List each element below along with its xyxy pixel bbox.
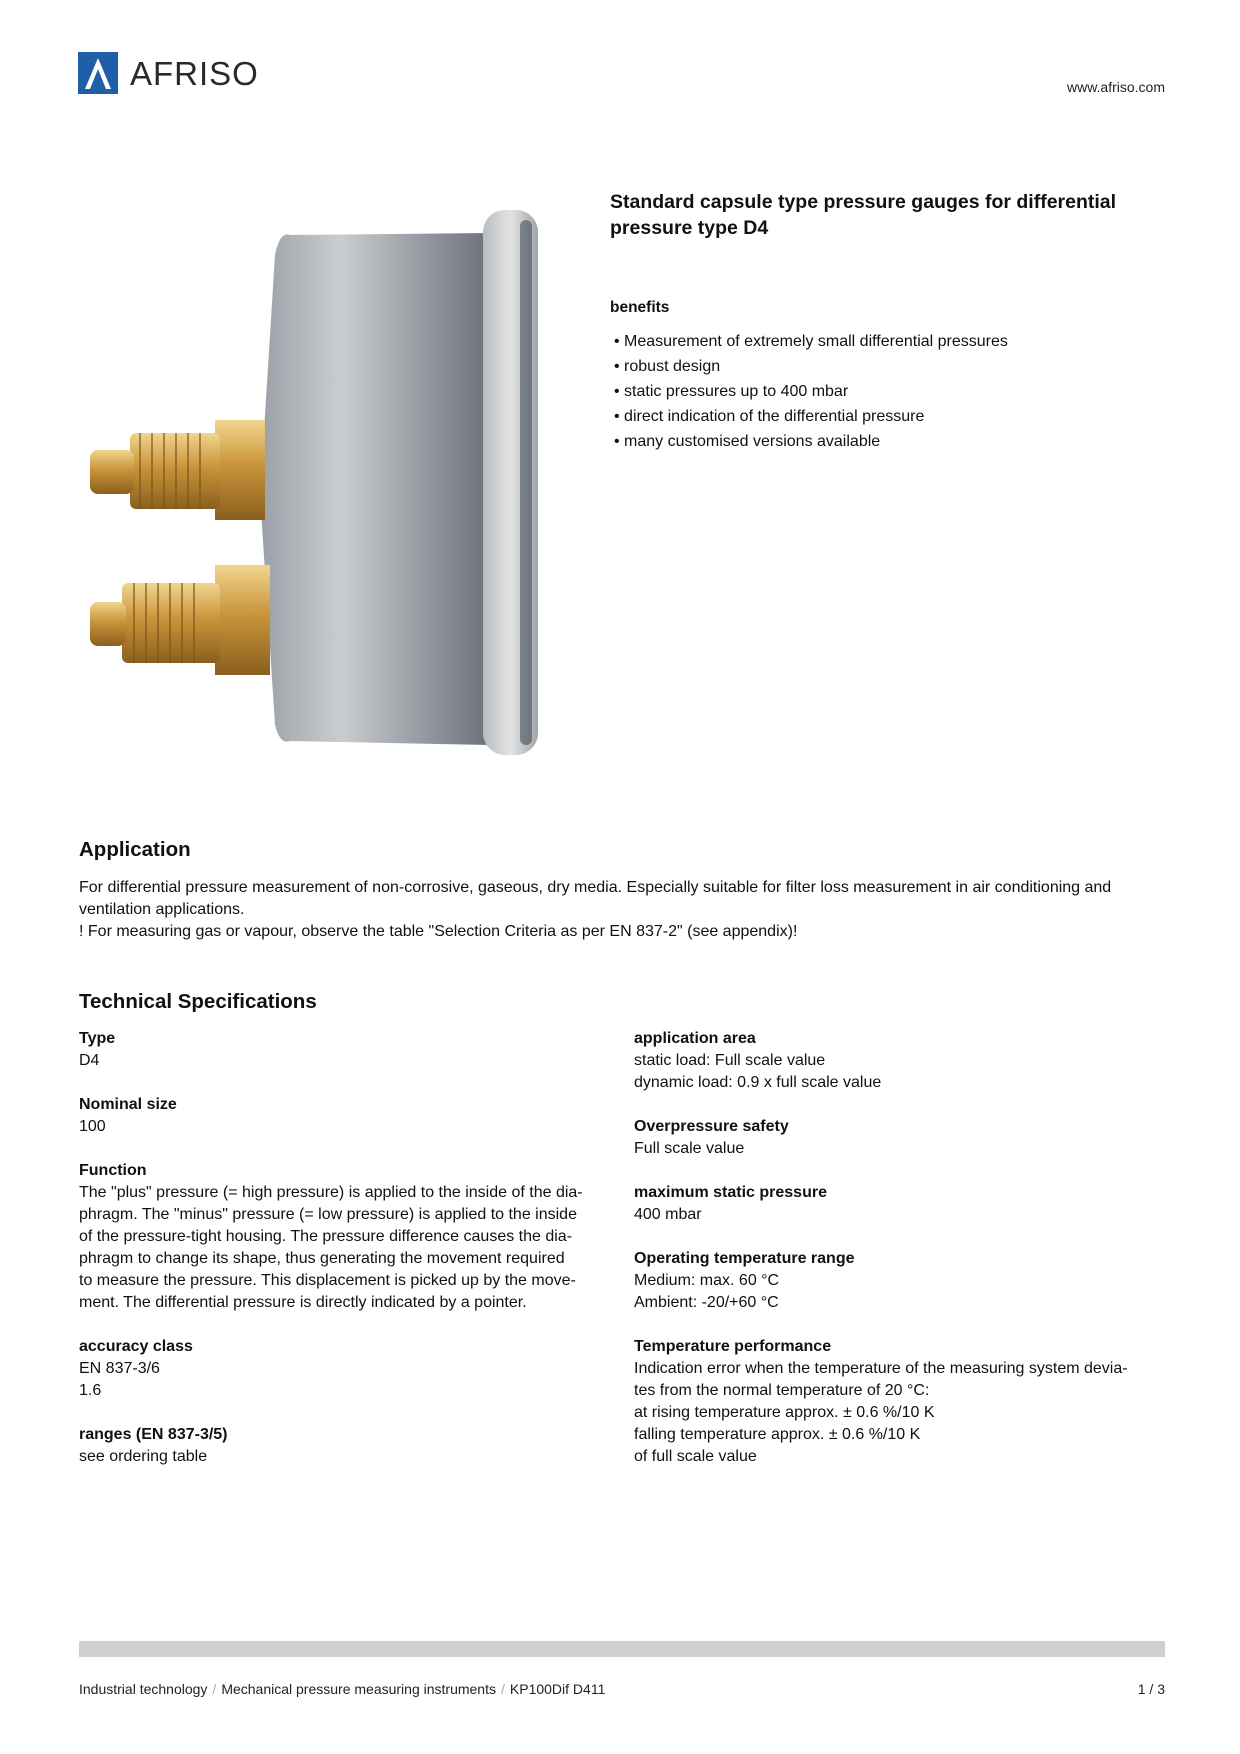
- brand-name: AFRISO: [130, 54, 259, 92]
- specs-left-column: [79, 1028, 609, 1490]
- spec-label: maximum static pressure: [634, 1184, 827, 1201]
- spec-temperature-performance: [634, 1336, 1164, 1468]
- breadcrumb-separator: /: [501, 1681, 505, 1697]
- spec-label: accuracy class: [79, 1338, 193, 1355]
- application-heading: Application: [79, 838, 191, 861]
- spec-value: of full scale value: [634, 1448, 757, 1465]
- spec-label: Nominal size: [79, 1096, 177, 1113]
- benefits-list: [614, 329, 1008, 454]
- spec-accuracy-class: [79, 1336, 609, 1402]
- spec-ranges: [79, 1424, 609, 1468]
- spec-function: [79, 1160, 609, 1314]
- spec-value: phragm. The "minus" pressure (= low pressure) is applied to the inside: [79, 1206, 577, 1223]
- spec-value: phragm to change its shape, thus generating the movement required: [79, 1250, 565, 1267]
- page-number: 1 / 3: [1137, 1681, 1165, 1697]
- spec-value: The "plus" pressure (= high pressure) is applied to the inside of the dia-: [79, 1184, 583, 1201]
- spec-value: dynamic load: 0.9 x full scale value: [634, 1074, 882, 1091]
- spec-value: Medium: max. 60 °C: [634, 1272, 780, 1289]
- spec-label: Type: [79, 1030, 116, 1047]
- application-note: ! For measuring gas or vapour, observe the table "Selection Criteria as per EN 837-2" (see appendix)!: [79, 923, 798, 940]
- spec-label: Function: [79, 1162, 147, 1179]
- spec-label: Overpressure safety: [634, 1118, 789, 1135]
- spec-overpressure-safety: [634, 1116, 1164, 1160]
- spec-application-area: [634, 1028, 1164, 1094]
- spec-value: 400 mbar: [634, 1206, 702, 1223]
- spec-value: of the pressure-tight housing. The pressure difference causes the dia-: [79, 1228, 573, 1245]
- afriso-logo: [78, 52, 259, 94]
- spec-value: at rising temperature approx. ± 0.6 %/10 K: [634, 1404, 935, 1421]
- spec-label: application area: [634, 1030, 756, 1047]
- spec-label: ranges (EN 837-3/5): [79, 1426, 228, 1443]
- application-paragraph: For differential pressure measurement of non-corrosive, gaseous, dry media. Especially suitable for filter loss measurement in air conditioning and ventilation applications.: [79, 879, 1112, 918]
- breadcrumb-item[interactable]: Mechanical pressure measuring instruments: [221, 1681, 496, 1697]
- afriso-logo-icon: [78, 52, 118, 94]
- spec-max-static-pressure: [634, 1182, 1164, 1226]
- list-item: • robust design: [614, 354, 1008, 379]
- benefits-heading: benefits: [610, 299, 670, 316]
- tech-specs-heading: Technical Specifications: [79, 990, 317, 1013]
- spec-value: tes from the normal temperature of 20 °C:: [634, 1382, 930, 1399]
- list-item: • static pressures up to 400 mbar: [614, 379, 1008, 404]
- breadcrumb-item[interactable]: Industrial technology: [79, 1681, 208, 1697]
- spec-value: to measure the pressure. This displacement is picked up by the move-: [79, 1272, 576, 1289]
- website-link[interactable]: www.afriso.com: [1066, 79, 1165, 95]
- spec-value: see ordering table: [79, 1448, 208, 1465]
- breadcrumb: [79, 1681, 605, 1697]
- spec-label: Temperature performance: [634, 1338, 832, 1355]
- spec-nominal-size: [79, 1094, 609, 1138]
- spec-value: Full scale value: [634, 1140, 745, 1157]
- footer-divider: [79, 1641, 1165, 1657]
- spec-value: ment. The differential pressure is directly indicated by a pointer.: [79, 1294, 527, 1311]
- list-item: • Measurement of extremely small differential pressures: [614, 329, 1008, 354]
- spec-value: Indication error when the temperature of the measuring system devia-: [634, 1360, 1128, 1377]
- list-item: • many customised versions available: [614, 429, 1008, 454]
- spec-value: Ambient: -20/+60 °C: [634, 1294, 779, 1311]
- spec-value: 100: [79, 1118, 106, 1135]
- breadcrumb-separator: /: [212, 1681, 217, 1697]
- spec-type: [79, 1028, 609, 1072]
- spec-value: falling temperature approx. ± 0.6 %/10 K: [634, 1426, 921, 1443]
- spec-value: EN 837-3/6: [79, 1360, 160, 1377]
- spec-value: D4: [79, 1052, 100, 1069]
- product-title: Standard capsule type pressure gauges for differential pressure type D4: [610, 191, 1117, 239]
- spec-value: 1.6: [79, 1382, 102, 1399]
- spec-label: Operating temperature range: [634, 1250, 855, 1267]
- spec-operating-temperature: [634, 1248, 1164, 1314]
- specs-right-column: [634, 1028, 1164, 1490]
- application-text: [79, 877, 1169, 943]
- spec-value: static load: Full scale value: [634, 1052, 826, 1069]
- pressure-gauge-photo: [90, 205, 560, 765]
- list-item: • direct indication of the differential pressure: [614, 404, 1008, 429]
- breadcrumb-item[interactable]: KP100Dif D411: [509, 1681, 606, 1697]
